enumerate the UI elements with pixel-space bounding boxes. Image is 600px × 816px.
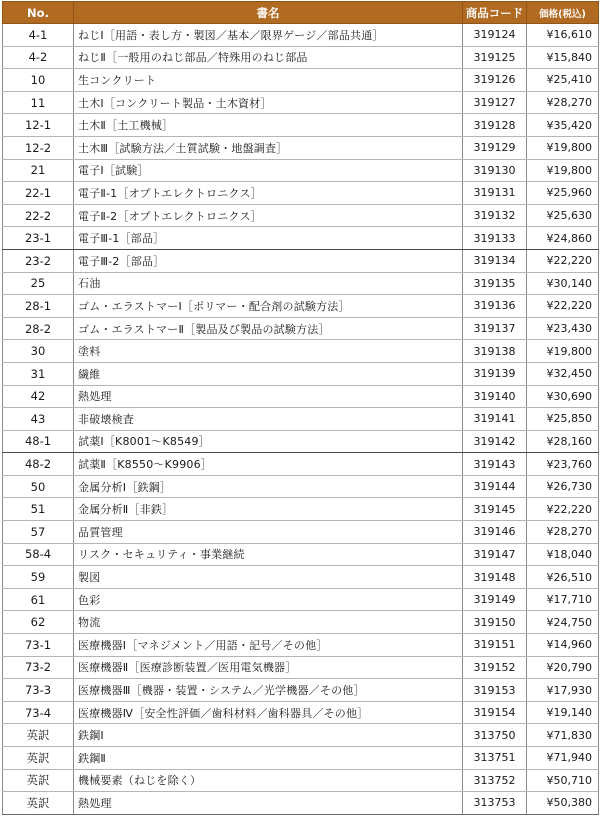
row-code: 319142 xyxy=(463,430,527,453)
row-code: 319149 xyxy=(463,588,527,611)
row-code: 319153 xyxy=(463,679,527,702)
table-row xyxy=(3,385,599,408)
header-code: 商品コード xyxy=(463,2,527,24)
row-price: ¥19,800 xyxy=(527,159,599,182)
table-row xyxy=(3,656,599,679)
table-row xyxy=(3,249,599,272)
table-row xyxy=(3,46,599,69)
row-title: ねじⅠ［用語・表し方・製図／基本／限界ゲージ／部品共通］ xyxy=(74,24,463,47)
row-price: ¥19,140 xyxy=(527,701,599,724)
row-price: ¥23,430 xyxy=(527,317,599,340)
table-row xyxy=(3,408,599,431)
row-code: 319124 xyxy=(463,24,527,47)
row-code: 319152 xyxy=(463,656,527,679)
row-title: 試薬Ⅱ［K8550～K9906］ xyxy=(74,453,463,476)
row-title: 電子Ⅲ-2［部品］ xyxy=(74,249,463,272)
table-body xyxy=(3,24,599,815)
header-title: 書名 xyxy=(74,2,463,24)
row-no: 61 xyxy=(3,588,74,611)
row-no: 62 xyxy=(3,611,74,634)
row-code: 319148 xyxy=(463,566,527,589)
row-no: 30 xyxy=(3,340,74,363)
row-no: 73-1 xyxy=(3,634,74,657)
row-code: 319132 xyxy=(463,204,527,227)
table-row xyxy=(3,543,599,566)
row-code: 319127 xyxy=(463,91,527,114)
row-code: 319131 xyxy=(463,182,527,205)
row-code: 319151 xyxy=(463,634,527,657)
row-no: 48-2 xyxy=(3,453,74,476)
table-row xyxy=(3,521,599,544)
row-title: 繊維 xyxy=(74,362,463,385)
row-price: ¥25,410 xyxy=(527,69,599,92)
row-no: 50 xyxy=(3,475,74,498)
row-no: 英訳 xyxy=(3,724,74,747)
row-price: ¥14,960 xyxy=(527,634,599,657)
table-row xyxy=(3,566,599,589)
row-title: 鉄鋼Ⅱ xyxy=(74,747,463,770)
row-title: 試薬Ⅰ［K8001～K8549］ xyxy=(74,430,463,453)
row-price: ¥22,220 xyxy=(527,498,599,521)
table-row xyxy=(3,24,599,47)
row-no: 48-1 xyxy=(3,430,74,453)
row-code: 319126 xyxy=(463,69,527,92)
row-price: ¥71,940 xyxy=(527,747,599,770)
table-row xyxy=(3,91,599,114)
row-title: 品質管理 xyxy=(74,521,463,544)
table-row xyxy=(3,340,599,363)
table-row xyxy=(3,769,599,792)
row-no: 25 xyxy=(3,272,74,295)
header-row xyxy=(3,2,599,24)
row-title: 熱処理 xyxy=(74,792,463,815)
row-price: ¥28,270 xyxy=(527,91,599,114)
row-price: ¥32,450 xyxy=(527,362,599,385)
table-row xyxy=(3,272,599,295)
row-price: ¥50,710 xyxy=(527,769,599,792)
row-code: 313753 xyxy=(463,792,527,815)
row-code: 319128 xyxy=(463,114,527,137)
row-code: 319143 xyxy=(463,453,527,476)
row-no: 11 xyxy=(3,91,74,114)
row-no: 43 xyxy=(3,408,74,431)
row-code: 319125 xyxy=(463,46,527,69)
row-price: ¥28,160 xyxy=(527,430,599,453)
row-title: 機械要素（ねじを除く） xyxy=(74,769,463,792)
row-code: 319141 xyxy=(463,408,527,431)
row-code: 313752 xyxy=(463,769,527,792)
row-code: 319139 xyxy=(463,362,527,385)
row-price: ¥35,420 xyxy=(527,114,599,137)
row-title: 金属分析Ⅱ［非鉄］ xyxy=(74,498,463,521)
row-code: 319147 xyxy=(463,543,527,566)
row-code: 319144 xyxy=(463,475,527,498)
row-code: 319129 xyxy=(463,136,527,159)
row-title: ねじⅡ［一般用のねじ部品／特殊用のねじ部品 xyxy=(74,46,463,69)
row-title: ゴム・エラストマーⅡ［製品及び製品の試験方法］ xyxy=(74,317,463,340)
price-table xyxy=(2,1,599,815)
row-title: 土木Ⅱ［土工機械］ xyxy=(74,114,463,137)
row-no: 23-1 xyxy=(3,227,74,250)
row-title: 生コンクリート xyxy=(74,69,463,92)
table-row xyxy=(3,792,599,815)
row-price: ¥50,380 xyxy=(527,792,599,815)
row-no: 42 xyxy=(3,385,74,408)
row-no: 22-1 xyxy=(3,182,74,205)
row-title: 物流 xyxy=(74,611,463,634)
row-title: ゴム・エラストマーⅠ［ポリマー・配合剤の試験方法］ xyxy=(74,295,463,318)
row-no: 28-2 xyxy=(3,317,74,340)
table-row xyxy=(3,475,599,498)
row-code: 319136 xyxy=(463,295,527,318)
row-no: 73-4 xyxy=(3,701,74,724)
row-code: 313751 xyxy=(463,747,527,770)
row-code: 319150 xyxy=(463,611,527,634)
row-title: 医療機器Ⅳ［安全性評価／歯科材料／歯科器具／その他］ xyxy=(74,701,463,724)
row-price: ¥25,630 xyxy=(527,204,599,227)
table-row xyxy=(3,588,599,611)
row-code: 319130 xyxy=(463,159,527,182)
row-price: ¥28,270 xyxy=(527,521,599,544)
table-row xyxy=(3,362,599,385)
row-title: 非破壊検査 xyxy=(74,408,463,431)
table-row xyxy=(3,227,599,250)
row-price: ¥30,690 xyxy=(527,385,599,408)
row-price: ¥18,040 xyxy=(527,543,599,566)
row-code: 319134 xyxy=(463,249,527,272)
row-title: 医療機器Ⅰ［マネジメント／用語・記号／その他］ xyxy=(74,634,463,657)
table-row xyxy=(3,295,599,318)
table-row xyxy=(3,182,599,205)
header-price: 価格(税込) xyxy=(527,2,599,24)
row-no: 英訳 xyxy=(3,747,74,770)
table-row xyxy=(3,317,599,340)
row-price: ¥19,800 xyxy=(527,136,599,159)
header-no: No. xyxy=(3,2,74,24)
table-row xyxy=(3,430,599,453)
row-no: 英訳 xyxy=(3,792,74,815)
row-no: 英訳 xyxy=(3,769,74,792)
row-code: 319133 xyxy=(463,227,527,250)
row-code: 319146 xyxy=(463,521,527,544)
row-no: 21 xyxy=(3,159,74,182)
row-code: 319138 xyxy=(463,340,527,363)
row-no: 22-2 xyxy=(3,204,74,227)
row-no: 23-2 xyxy=(3,249,74,272)
row-title: 色彩 xyxy=(74,588,463,611)
row-title: リスク・セキュリティ・事業継続 xyxy=(74,543,463,566)
row-no: 58-4 xyxy=(3,543,74,566)
row-no: 59 xyxy=(3,566,74,589)
row-price: ¥17,710 xyxy=(527,588,599,611)
row-price: ¥19,800 xyxy=(527,340,599,363)
row-price: ¥20,790 xyxy=(527,656,599,679)
row-price: ¥30,140 xyxy=(527,272,599,295)
row-no: 57 xyxy=(3,521,74,544)
row-title: 土木Ⅰ［コンクリート製品・土木資材］ xyxy=(74,91,463,114)
row-price: ¥22,220 xyxy=(527,295,599,318)
row-no: 4-2 xyxy=(3,46,74,69)
table-row xyxy=(3,747,599,770)
table-row xyxy=(3,159,599,182)
row-price: ¥24,750 xyxy=(527,611,599,634)
row-no: 73-3 xyxy=(3,679,74,702)
row-price: ¥71,830 xyxy=(527,724,599,747)
row-title: 電子Ⅲ-1［部品］ xyxy=(74,227,463,250)
row-title: 医療機器Ⅲ［機器・装置・システム／光学機器／その他］ xyxy=(74,679,463,702)
row-title: 医療機器Ⅱ［医療診断装置／医用電気機器］ xyxy=(74,656,463,679)
table-row xyxy=(3,701,599,724)
table-row xyxy=(3,204,599,227)
row-price: ¥25,960 xyxy=(527,182,599,205)
row-title: 石油 xyxy=(74,272,463,295)
row-price: ¥22,220 xyxy=(527,249,599,272)
row-price: ¥17,930 xyxy=(527,679,599,702)
row-no: 10 xyxy=(3,69,74,92)
row-code: 313750 xyxy=(463,724,527,747)
row-title: 塗料 xyxy=(74,340,463,363)
row-title: 電子Ⅰ［試験］ xyxy=(74,159,463,182)
row-no: 12-1 xyxy=(3,114,74,137)
table-row xyxy=(3,724,599,747)
row-price: ¥25,850 xyxy=(527,408,599,431)
row-price: ¥15,840 xyxy=(527,46,599,69)
row-code: 319145 xyxy=(463,498,527,521)
row-price: ¥23,760 xyxy=(527,453,599,476)
row-title: 土木Ⅲ［試験方法／土質試験・地盤調査］ xyxy=(74,136,463,159)
row-price: ¥24,860 xyxy=(527,227,599,250)
row-no: 51 xyxy=(3,498,74,521)
row-price: ¥16,610 xyxy=(527,24,599,47)
row-title: 電子Ⅱ-1［オプトエレクトロニクス］ xyxy=(74,182,463,205)
row-no: 73-2 xyxy=(3,656,74,679)
row-no: 31 xyxy=(3,362,74,385)
row-code: 319137 xyxy=(463,317,527,340)
table-row xyxy=(3,69,599,92)
table-row xyxy=(3,136,599,159)
table-row xyxy=(3,611,599,634)
table-row xyxy=(3,453,599,476)
table-row xyxy=(3,114,599,137)
row-code: 319140 xyxy=(463,385,527,408)
table-header xyxy=(3,2,599,24)
row-no: 28-1 xyxy=(3,295,74,318)
row-title: 鉄鋼Ⅰ xyxy=(74,724,463,747)
table-row xyxy=(3,634,599,657)
row-price: ¥26,730 xyxy=(527,475,599,498)
row-code: 319135 xyxy=(463,272,527,295)
table-row xyxy=(3,498,599,521)
row-title: 熱処理 xyxy=(74,385,463,408)
row-no: 4-1 xyxy=(3,24,74,47)
row-title: 電子Ⅱ-2［オプトエレクトロニクス］ xyxy=(74,204,463,227)
row-price: ¥26,510 xyxy=(527,566,599,589)
table-row xyxy=(3,679,599,702)
row-no: 12-2 xyxy=(3,136,74,159)
row-code: 319154 xyxy=(463,701,527,724)
row-title: 金属分析Ⅰ［鉄鋼］ xyxy=(74,475,463,498)
row-title: 製図 xyxy=(74,566,463,589)
